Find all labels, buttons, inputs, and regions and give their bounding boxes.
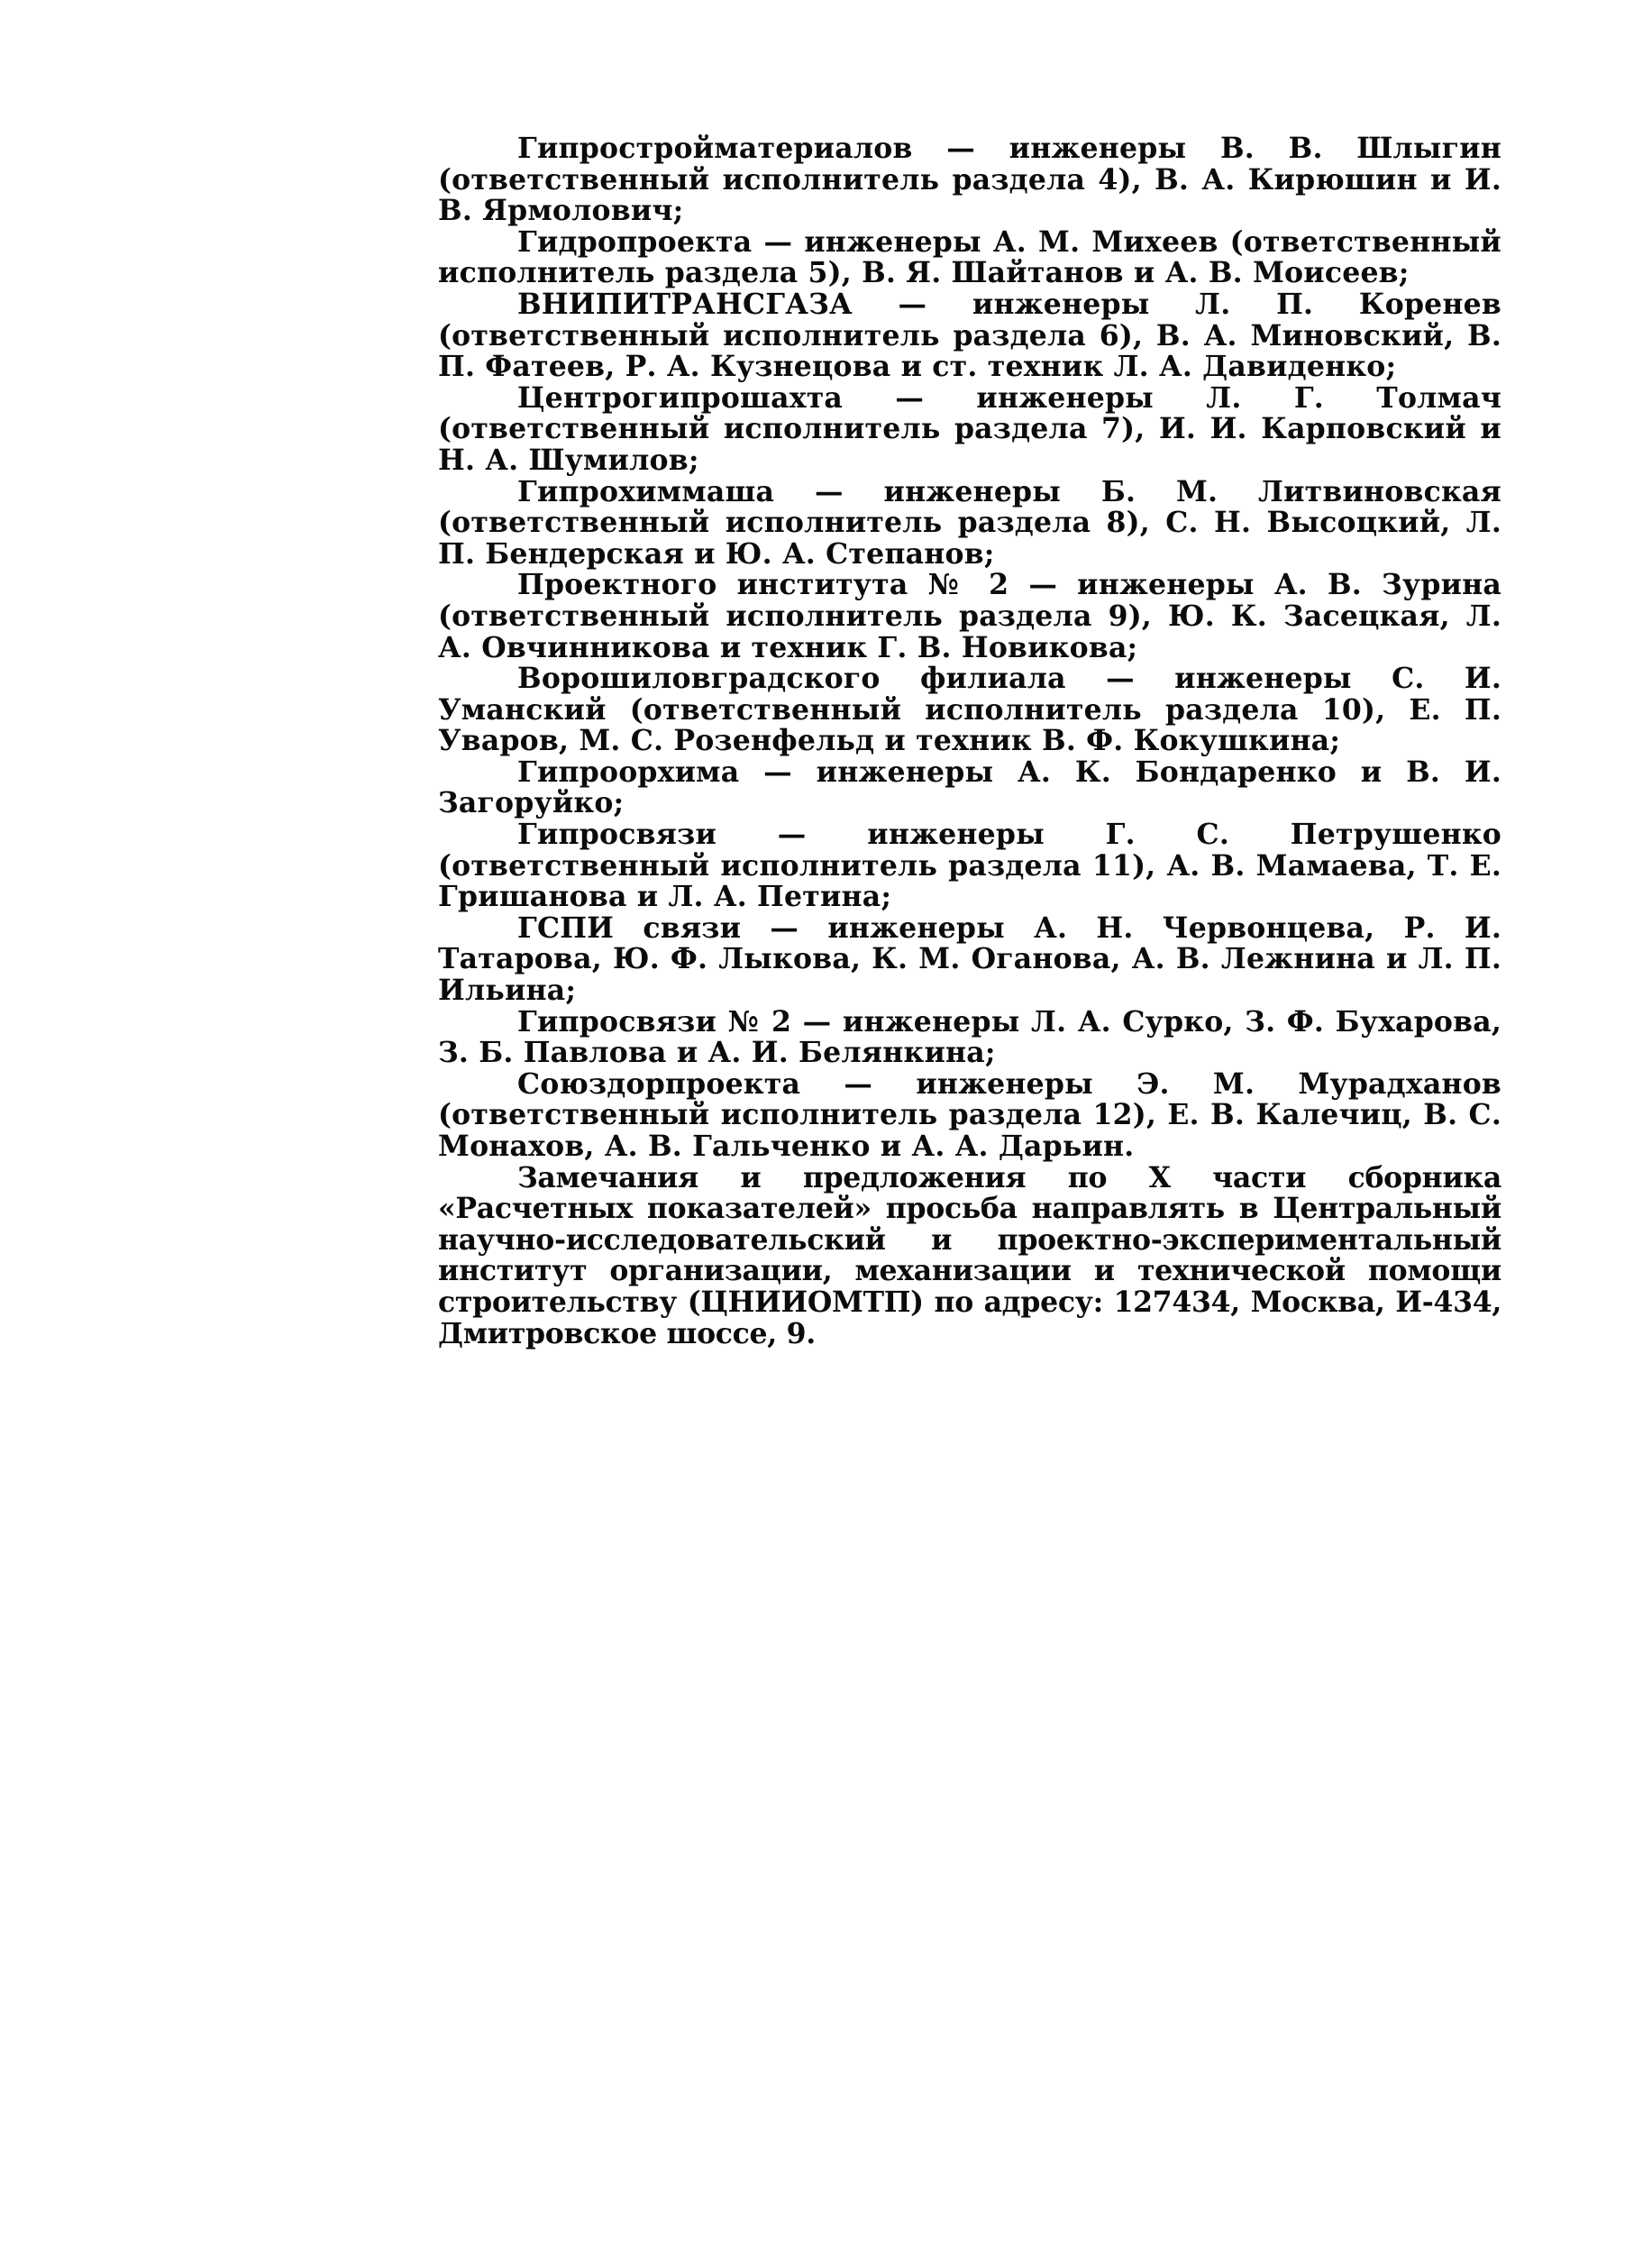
paragraph-gidroproekt: Гидропроекта — инженеры А. М. Михеев (ответственный исполнитель раздела 5), В. Я. Шайтанов и А. В. Моисеев; (438, 224, 1501, 290)
paragraph-feedback-address: Замечания и предложения по X части сборника «Расчетных показателей» просьба направлять в Центральный научно-исследовательский и проектно-экспериментальный институт организации, механизации и технической помощи строительству (ЦНИИОМТП) по адресу: 127434, Москва, И-434, Дмитровское шоссе, 9. (438, 1160, 1501, 1350)
paragraph-giproorkhim: Гипроорхима — инженеры А. К. Бондаренко и В. И. Загоруйко; (438, 755, 1501, 820)
credits-text-block (438, 133, 1501, 1350)
paragraph-vnipitransgaz: ВНИПИТРАНСГАЗА — инженеры Л. П. Коренев (ответственный исполнитель раздела 6), В. А. Миновский, В. П. Фатеев, Р. А. Кузнецова и ст. техник Л. А. Давиденко; (438, 287, 1501, 384)
paragraph-voroshilovgrad-filial: Ворошиловградского филиала — инженеры С. И. Уманский (ответственный исполнитель раздела 10), Е. П. Уваров, М. С. Розенфельд и техник В. Ф. Кокушкина; (438, 662, 1501, 758)
paragraph-tsentrogiproshakht: Центрогипрошахта — инженеры Л. Г. Толмач (ответственный исполнитель раздела 7), И. И. Карповский и Н. А. Шумилов; (438, 380, 1501, 477)
paragraph-gspi-svyazi: ГСПИ связи — инженеры А. Н. Червонцева, Р. И. Татарова, Ю. Ф. Лыкова, К. М. Оганова, А. В. Лежнина и Л. П. Ильина; (438, 910, 1501, 1008)
paragraph-soyuzdorproekt: Союздорпроекта — инженеры Э. М. Мурадханов (ответственный исполнитель раздела 12), Е. В. Калечиц, В. С. Монахов, А. В. Гальченко и А. А. Дарьин. (438, 1066, 1501, 1163)
paragraph-giprostroymaterialov: Гипростройматериалов — инженеры В. В. Шлыгин (ответственный исполнитель раздела 4), В. А. Кирюшин и И. В. Ярмолович; (438, 132, 1501, 228)
paragraph-proektny-institut-2: Проектного института № 2 — инженеры А. В. Зурина (ответственный исполнитель раздела 9), Ю. К. Засецкая, Л. А. Овчинникова и техник Г. В. Новикова; (438, 568, 1501, 664)
paragraph-giprokhimmash: Гипрохиммаша — инженеры Б. М. Литвиновская (ответственный исполнитель раздела 8), С. Н. Высоцкий, Л. П. Бендерская и Ю. А. Степанов; (438, 474, 1501, 571)
paragraph-giprosvyaz: Гипросвязи — инженеры Г. С. Петрушенко (ответственный исполнитель раздела 11), А. В. Мамаева, Т. Е. Гришанова и Л. А. Петина; (438, 818, 1501, 914)
paragraph-giprosvyaz-2: Гипросвязи № 2 — инженеры Л. А. Сурко, З. Ф. Бухарова, З. Б. Павлова и А. И. Белянкина; (438, 1004, 1501, 1070)
